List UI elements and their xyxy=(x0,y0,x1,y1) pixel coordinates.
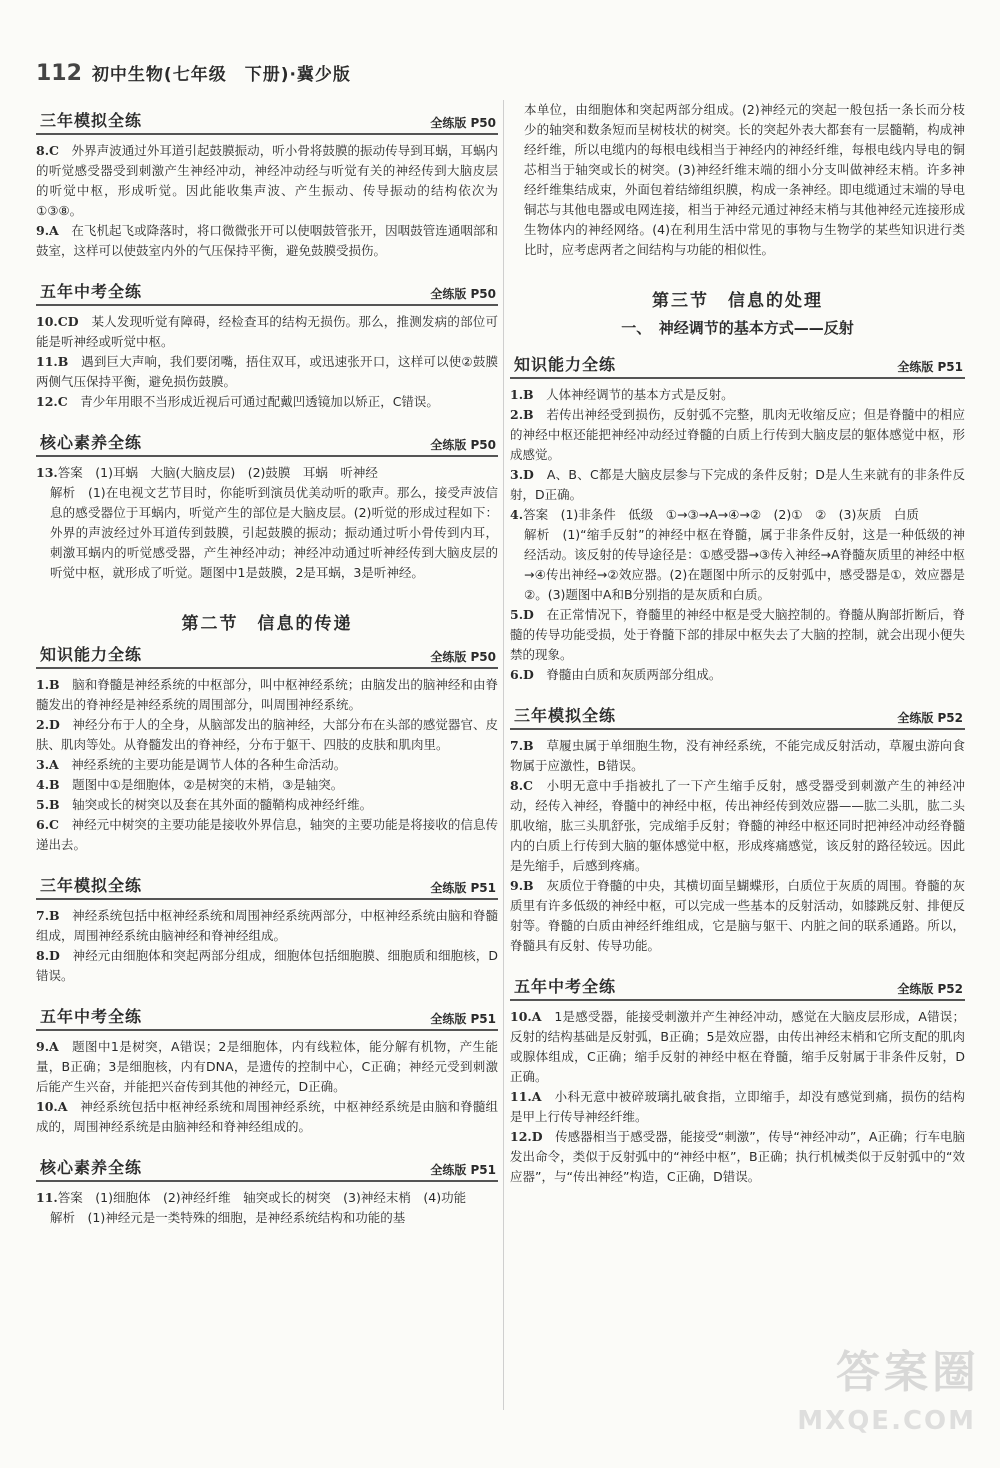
item-text: 题图中①是细胞体，②是树突的末梢，③是轴突。 xyxy=(59,777,344,792)
item-text: 神经元中树突的主要功能是接收外界信息，轴突的主要功能是将接收的信息传递出去。 xyxy=(36,817,498,852)
section-ref: 全练版 P50 xyxy=(430,287,496,301)
answer-item xyxy=(36,392,498,412)
item-text: 在正常情况下，脊髓里的神经中枢是受大脑控制的。脊髓从胸部折断后，脊髓的传导功能受损，处于脊髓下部的排尿中枢失去了大脑的控制，就会出现小便失禁的现象。 xyxy=(510,607,965,662)
section-title: 知识能力全练 xyxy=(40,645,143,664)
item-text: 灰质位于脊髓的中央，其横切面呈蝴蝶形，白质位于灰质的周围。脊髓的灰质里有许多低级的神经中枢，可以完成一些基本的反射活动，如膝跳反射、排便反射等。脊髓的白质由神经纤维组成，它是脑与躯干、内脏之间的联系通路。所以，脊髓具有反射、传导功能。 xyxy=(510,878,965,953)
page-number: 112 xyxy=(36,61,82,86)
section-header xyxy=(36,1002,498,1031)
item-text: 人体神经调节的基本方式是反射。 xyxy=(533,387,734,402)
book-title: 初中生物(七年级 下册)·冀少版 xyxy=(91,65,351,85)
answer-item xyxy=(36,463,498,483)
item-text: 答案 (1)耳蜗 大脑(大脑皮层) (2)鼓膜 耳蜗 听神经 xyxy=(57,465,378,480)
item-text: 脑和脊髓是神经系统的中枢部分，叫中枢神经系统；由脑发出的脑神经和由脊髓发出的脊神经是神经系统的周围部分，叫周围神经系统。 xyxy=(36,677,498,712)
chapter-title: 第二节 信息的传递 xyxy=(181,614,353,634)
answer-item xyxy=(36,312,498,352)
answer-item xyxy=(36,715,498,755)
answer-item xyxy=(510,405,965,465)
item-number: 11.B xyxy=(36,354,69,369)
answer-item xyxy=(36,906,498,946)
section-header xyxy=(36,428,498,457)
explanation-item xyxy=(36,1208,498,1228)
answer-item xyxy=(36,221,498,261)
item-text: 青少年用眼不当形成近视后可通过配戴凹透镜加以矫正，C错误。 xyxy=(67,394,439,409)
item-text: 神经系统包括中枢神经系统和周围神经系统，中枢神经系统是由脑和脊髓组成的，周围神经系统是由脑神经和脊神经组成的。 xyxy=(36,1099,498,1134)
explanation-item xyxy=(36,483,498,583)
answer-item xyxy=(36,1188,498,1208)
item-text: 神经系统包括中枢神经系统和周围神经系统两部分，中枢神经系统由脑和脊髓组成，周围神经系统由脑神经和脊神经组成。 xyxy=(36,908,498,943)
item-text: 神经系统的主要功能是调节人体的各种生命活动。 xyxy=(58,757,347,772)
watermark-logo xyxy=(770,1328,980,1438)
item-number: 5.D xyxy=(510,607,534,622)
item-number: 3.A xyxy=(36,757,59,772)
column-divider xyxy=(503,100,504,1410)
item-number: 1.B xyxy=(510,387,534,402)
answer-item xyxy=(510,776,965,876)
item-number: 10.CD xyxy=(36,314,79,329)
item-text: 在飞机起飞或降落时，将口微微张开可以使咽鼓管张开，因咽鼓管连通咽部和鼓室，这样可以使鼓室内外的气压保持平衡，避免鼓膜受损伤。 xyxy=(36,223,498,258)
answer-item xyxy=(510,1087,965,1127)
section-ref: 全练版 P50 xyxy=(430,650,496,664)
section-title: 五年中考全练 xyxy=(40,282,143,301)
item-text: 答案 (1)细胞体 (2)神经纤维 轴突或长的树突 (3)神经末梢 (4)功能 xyxy=(57,1190,467,1205)
answer-item xyxy=(36,352,498,392)
section-title: 五年中考全练 xyxy=(514,977,617,996)
section-header xyxy=(36,1153,498,1182)
item-number: 8.D xyxy=(36,948,60,963)
answer-item xyxy=(36,1037,498,1097)
section-title: 三年模拟全练 xyxy=(40,111,143,130)
item-number: 12.D xyxy=(510,1129,543,1144)
item-number: 4. xyxy=(510,507,524,522)
answer-item xyxy=(510,465,965,505)
section-title: 三年模拟全练 xyxy=(40,876,143,895)
section-ref: 全练版 P52 xyxy=(897,982,963,996)
section-header xyxy=(36,871,498,900)
right-column xyxy=(510,100,965,1187)
answer-item xyxy=(36,815,498,855)
item-text: 解析 (1)在电视文艺节目时，你能听到演员优美动听的歌声。那么，接受声波信息的感受器位于耳蜗内，听觉产生的部位是大脑皮层。(2)听觉的形成过程如下：外界的声波经过外耳道传到鼓膜，引起鼓膜的振动；振动通过听小骨传到内耳，刺激耳蜗内的听觉感受器，产生神经冲动；神经冲动通过听神经传到大脑皮层的听觉中枢，就形成了听觉。题图中1是鼓膜，2是耳蜗，3是听神经。 xyxy=(50,485,498,580)
item-number: 1.B xyxy=(36,677,60,692)
item-number: 2.B xyxy=(510,407,534,422)
section-title: 三年模拟全练 xyxy=(514,706,617,725)
item-number: 8.C xyxy=(36,143,59,158)
section-ref: 全练版 P51 xyxy=(430,1012,496,1026)
answer-item xyxy=(510,385,965,405)
answer-item xyxy=(510,605,965,665)
left-column xyxy=(36,100,498,1228)
item-text: 遇到巨大声响，我们要闭嘴，捂住双耳，或迅速张开口，这样可以使②鼓膜两侧气压保持平衡，避免损伤鼓膜。 xyxy=(36,354,498,389)
item-text: 小科无意中被碎玻璃扎破食指，立即缩手，却没有感觉到痛，损伤的结构是甲上行传导神经纤维。 xyxy=(510,1089,965,1124)
answer-item xyxy=(510,876,965,956)
item-number: 6.C xyxy=(36,817,59,832)
watermark-text: 答案圈 xyxy=(836,1347,980,1398)
section-header xyxy=(36,277,498,306)
item-number: 8.C xyxy=(510,778,533,793)
item-number: 7.B xyxy=(36,908,60,923)
section-ref: 全练版 P50 xyxy=(430,438,496,452)
section-ref: 全练版 P51 xyxy=(430,1163,496,1177)
section-header xyxy=(510,350,965,379)
section-title: 核心素养全练 xyxy=(40,433,143,452)
item-text: 外界声波通过外耳道引起鼓膜振动，听小骨将鼓膜的振动传导到耳蜗，耳蜗内的听觉感受器受到刺激产生神经冲动，神经冲动经与听觉有关的神经传到大脑皮层的听觉中枢，形成听觉。因此能收集声波、产生振动、传导振动的结构依次为①③⑧。 xyxy=(36,143,498,218)
section-ref: 全练版 P50 xyxy=(430,116,496,130)
answer-item xyxy=(36,946,498,986)
item-number: 10.A xyxy=(36,1099,68,1114)
item-text: 解析 (1)“缩手反射”的神经中枢在脊髓，属于非条件反射，这是一种低级的神经活动。该反射的传导途径是：①感受器→③传入神经→A脊髓灰质里的神经中枢→④传出神经→②效应器。(2)在题图中所示的反射弧中，感受器是①，效应器是②。(3)题图中A和B分别指的是灰质和白质。 xyxy=(524,527,965,602)
item-text: 某人发现听觉有障碍，经检查耳的结构无损伤。那么，推测发病的部位可能是听神经或听觉中枢。 xyxy=(36,314,498,349)
answer-item xyxy=(36,755,498,775)
section-title: 知识能力全练 xyxy=(514,355,617,374)
answer-item xyxy=(510,505,965,525)
answer-item xyxy=(510,1007,965,1087)
item-text: 若传出神经受到损伤，反射弧不完整，肌肉无收缩反应；但是脊髓中的相应的神经中枢还能把神经冲动经过脊髓的白质上行传到大脑皮层的躯体感觉中枢，形成感觉。 xyxy=(510,407,965,462)
item-text: 传感器相当于感受器，能接受“刺激”，传导“神经冲动”，A正确；行车电脑发出命令，类似于反射弧中的“神经中枢”，B正确；执行机械类似于反射弧中的“效应器”，与“传出神经”构造，C正确，D错误。 xyxy=(510,1129,965,1184)
item-number: 10.A xyxy=(510,1009,542,1024)
answer-item xyxy=(36,775,498,795)
subchapter-title: 一、 神经调节的基本方式——反射 xyxy=(621,319,854,337)
item-number: 4.B xyxy=(36,777,60,792)
watermark-url: MXQE.COM xyxy=(797,1406,976,1436)
section-header xyxy=(510,972,965,1001)
section-header xyxy=(36,640,498,669)
item-text: 小明无意中手指被扎了一下产生缩手反射，感受器受到刺激产生的神经冲动，经传入神经，脊髓中的神经中枢，传出神经传到效应器——肱二头肌，肱二头肌收缩，肱三头肌舒张，完成缩手反射；脊髓的神经中枢还同时把神经冲动经脊髓内的白质上行传到大脑的躯体感觉中枢，形成疼痛感觉，该反射的路径较远。因此是先缩手，后感到疼痛。 xyxy=(510,778,965,873)
item-number: 11. xyxy=(36,1190,58,1205)
answer-item xyxy=(510,1127,965,1187)
item-number: 3.D xyxy=(510,467,534,482)
answer-item xyxy=(36,141,498,221)
section-header xyxy=(36,106,498,135)
item-number: 2.D xyxy=(36,717,60,732)
section-header xyxy=(510,701,965,730)
continued-explanation: 本单位，由细胞体和突起两部分组成。(2)神经元的突起一般包括一条长而分枝少的轴突和数条短而呈树枝状的树突。长的突起外表大都套有一层髓鞘，构成神经纤维，所以电缆内的每根电线相当于神经内的神经纤维，每根电线内导电的铜芯相当于轴突或长的树突。(3)神经纤维末端的细小分支叫做神经末梢。许多神经纤维集结成束，外面包着结缔组织膜，构成一条神经。即电缆通过末端的导电铜芯与其他电器或电网连接，相当于神经元通过神经末梢与其他神经元连接形成生物体内的神经网络。(4)在利用生活中常见的事物与生物学的某些知识进行类比时，应考虑两者之间结构与功能的相似性。 xyxy=(524,102,965,257)
item-number: 9.A xyxy=(36,1039,59,1054)
page-header xyxy=(36,60,351,86)
answer-item xyxy=(36,795,498,815)
item-number: 13. xyxy=(36,465,58,480)
item-number: 12.C xyxy=(36,394,68,409)
answer-item xyxy=(36,675,498,715)
answer-item xyxy=(510,736,965,776)
item-text: 草履虫属于单细胞生物，没有神经系统，不能完成反射活动，草履虫游向食物属于应激性，B错误。 xyxy=(510,738,965,773)
section-ref: 全练版 P51 xyxy=(430,881,496,895)
item-text: 解析 (1)神经元是一类特殊的细胞，是神经系统结构和功能的基 xyxy=(50,1210,406,1225)
item-number: 9.B xyxy=(510,878,534,893)
item-number: 5.B xyxy=(36,797,60,812)
section-title: 五年中考全练 xyxy=(40,1007,143,1026)
item-text: 神经元由细胞体和突起两部分组成，细胞体包括细胞膜、细胞质和细胞核，D错误。 xyxy=(36,948,498,983)
item-number: 6.D xyxy=(510,667,534,682)
chapter-title: 第三节 信息的处理 xyxy=(652,291,823,311)
section-ref: 全练版 P52 xyxy=(897,711,963,725)
item-text: 神经分布于人的全身，从脑部发出的脑神经，大部分布在头部的感觉器官、皮肤、肌肉等处。从脊髓发出的脊神经，分布于躯干、四肢的皮肤和肌肉里。 xyxy=(36,717,498,752)
item-number: 9.A xyxy=(36,223,59,238)
explanation-item xyxy=(510,525,965,605)
answer-item xyxy=(36,1097,498,1137)
item-text: 脊髓由白质和灰质两部分组成。 xyxy=(533,667,722,682)
item-text: 轴突或长的树突以及套在其外面的髓鞘构成神经纤维。 xyxy=(59,797,373,812)
section-title: 核心素养全练 xyxy=(40,1158,143,1177)
section-ref: 全练版 P51 xyxy=(897,360,963,374)
item-text: 答案 (1)非条件 低级 ①→③→A→④→② (2)① ② (3)灰质 白质 xyxy=(523,507,919,522)
answer-item xyxy=(510,665,965,685)
item-number: 7.B xyxy=(510,738,534,753)
item-text: 题图中1是树突，A错误；2是细胞体，内有线粒体，能分解有机物，产生能量，B正确；3是细胞核，内有DNA，是遗传的控制中心，C正确；神经元受到刺激后能产生兴奋，并能把兴奋传到其他的神经元，D正确。 xyxy=(36,1039,498,1094)
item-number: 11.A xyxy=(510,1089,542,1104)
item-text: 1是感受器，能接受刺激并产生神经冲动，感觉在大脑皮层形成，A错误；反射的结构基础是反射弧，B正确；5是效应器，由传出神经末梢和它所支配的肌肉或腺体组成，C正确；缩手反射的神经中枢在脊髓，缩手反射属于非条件反射，D正确。 xyxy=(510,1009,965,1084)
item-text: A、B、C都是大脑皮层参与下完成的条件反射；D是人生来就有的非条件反射，D正确。 xyxy=(510,467,965,502)
